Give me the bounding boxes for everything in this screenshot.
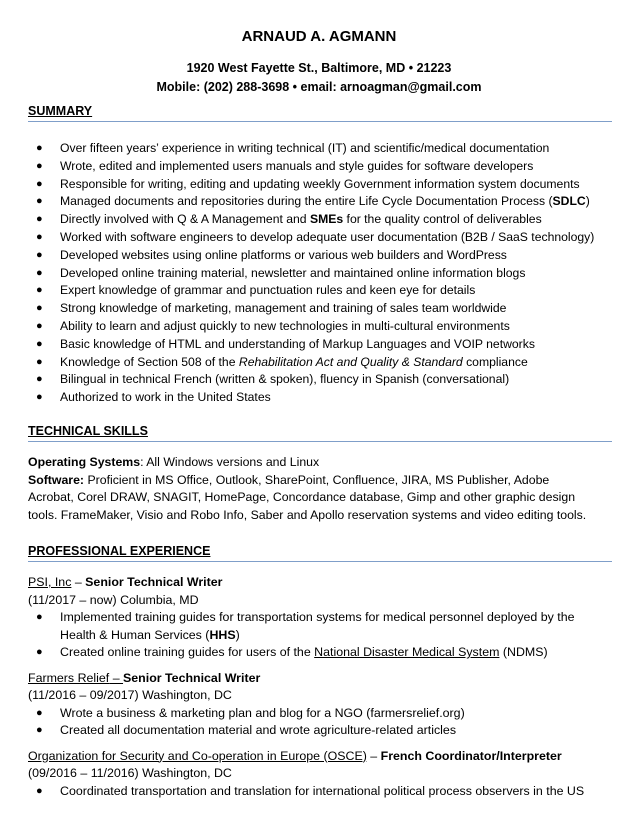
summary-text: Wrote, edited and implemented users manuals and style guides for software developers (60, 158, 534, 173)
summary-text: for the quality control of deliverables (343, 212, 542, 227)
bullet-text: (NDMS) (499, 645, 548, 659)
job-osce (28, 748, 612, 801)
summary-item (28, 140, 612, 158)
summary-item (28, 371, 612, 389)
job-title-line (28, 670, 612, 688)
bullet-icon: ● (36, 355, 43, 368)
bullet-icon: ● (36, 195, 43, 208)
bullet-icon: ● (36, 373, 43, 386)
technical-skills-section (28, 424, 612, 524)
bullet-icon: ● (36, 337, 43, 350)
summary-text: Responsible for writing, editing and updating weekly Government information system documents (60, 176, 580, 191)
job-sep: – (71, 575, 86, 589)
job-bullets (28, 783, 612, 801)
bullet-icon: ● (36, 784, 43, 797)
summary-item (28, 211, 612, 229)
summary-list (28, 140, 612, 407)
summary-text: Directly involved with Q & A Management and (60, 212, 310, 227)
summary-text: ) (585, 194, 590, 209)
bullet-text: Coordinated transportation and translation for international political process observers in the US (60, 783, 585, 798)
job-org: Farmers Relief (28, 670, 110, 685)
bullet-icon: ● (36, 284, 43, 297)
ndms-link: National Disaster Medical System (314, 645, 500, 659)
summary-item (28, 354, 612, 372)
summary-text: Developed websites using online platforms or various web builders and WordPress (60, 247, 507, 262)
job-sep: – (366, 748, 381, 763)
summary-emphasis: SDLC (552, 194, 586, 209)
job-role: Senior Technical Writer (123, 670, 261, 685)
summary-item (28, 265, 612, 283)
software-label: Software: (28, 472, 85, 487)
summary-emphasis: SMEs (309, 212, 344, 227)
bullet-icon: ● (36, 391, 43, 404)
job-dates: (09/2016 – 11/2016) Washington, DC (28, 766, 232, 780)
job-title-line (28, 748, 612, 766)
experience-section (28, 544, 612, 800)
job-org: Organization for Security and Co-operation in Europe (OSCE) (28, 748, 367, 763)
summary-item (28, 176, 612, 194)
summary-section (28, 104, 612, 407)
summary-item (28, 336, 612, 354)
os-value: : All Windows versions and Linux (140, 455, 320, 469)
bullet-icon: ● (36, 230, 43, 243)
job-org: PSI, Inc (28, 575, 72, 589)
bullet-icon: ● (36, 319, 43, 332)
job-role: Senior Technical Writer (85, 575, 223, 589)
summary-text: Managed documents and repositories during the entire Life Cycle Documentation Process ( (60, 194, 553, 209)
os-label: Operating Systems (28, 455, 141, 469)
candidate-name: ARNAUD A. AGMANN (241, 28, 397, 45)
summary-text: Basic knowledge of HTML and understanding of Markup Languages and VOIP networks (60, 336, 535, 351)
summary-text: Knowledge of Section 508 of the (60, 354, 239, 369)
bullet-icon: ● (36, 302, 43, 315)
list-item (28, 644, 612, 662)
list-item (28, 783, 612, 801)
software-value-1: Proficient in MS Office, Outlook, SharePoint, Confluence, JIRA, MS Publisher, Adobe (84, 472, 550, 487)
bullet-text: Health & Human Services ( (60, 627, 210, 642)
bullet-icon: ● (36, 706, 43, 719)
summary-text: Strong knowledge of marketing, management and training of sales team worldwide (60, 301, 507, 316)
summary-item (28, 318, 612, 336)
list-item (28, 722, 612, 740)
summary-text: Developed online training material, newsletter and maintained online information blogs (60, 265, 526, 280)
os-line (28, 454, 612, 472)
summary-heading: SUMMARY (28, 104, 612, 122)
job-psi (28, 574, 612, 662)
technical-skills-heading: TECHNICAL SKILLS (28, 424, 612, 442)
job-farmers-relief (28, 670, 612, 740)
summary-text: Authorized to work in the United States (60, 390, 271, 405)
list-item (28, 705, 612, 723)
summary-item (28, 247, 612, 265)
software-line (28, 472, 612, 490)
bullet-text: Created all documentation material and wrote agriculture-related articles (60, 723, 457, 737)
list-item (28, 609, 612, 644)
experience-heading: PROFESSIONAL EXPERIENCE (28, 544, 612, 562)
job-bullets (28, 705, 612, 740)
bullet-icon: ● (36, 177, 43, 190)
software-value-3: tools. FrameMaker, Visio and Robo Info, Saber and Apollo reservation systems and video editing tools. (28, 507, 587, 522)
bullet-text: ) (235, 627, 240, 642)
bullet-icon: ● (36, 611, 43, 623)
summary-item (28, 193, 612, 211)
bullet-icon: ● (36, 646, 43, 658)
summary-item (28, 229, 612, 247)
summary-text: Ability to learn and adjust quickly to new technologies in multi-cultural environments (60, 318, 510, 333)
bullet-icon: ● (36, 213, 43, 226)
summary-emphasis: Rehabilitation Act and Quality & Standard (238, 354, 463, 369)
summary-item (28, 282, 612, 300)
summary-item (28, 300, 612, 318)
job-bullets (28, 609, 612, 662)
bullet-bold: HHS (209, 627, 236, 642)
bullet-text: Wrote a business & marketing plan and blog for a NGO (farmersrelief.org) (60, 705, 465, 720)
address-line: 1920 West Fayette St., Baltimore, MD • 21223 (186, 61, 452, 75)
contact-line: Mobile: (202) 288-3698 • email: arnoagman@gmail.com (156, 80, 482, 94)
summary-text: Bilingual in technical French (written & spoken), fluency in Spanish (conversational) (60, 372, 510, 387)
summary-text: compliance (462, 354, 528, 369)
summary-text: Over fifteen years’ experience in writing technical (IT) and scientific/medical documentation (60, 141, 550, 155)
bullet-icon: ● (36, 248, 43, 261)
skills-block (28, 454, 612, 524)
bullet-icon: ● (36, 724, 43, 736)
summary-item (28, 389, 612, 407)
bullet-icon: ● (36, 142, 43, 154)
job-dates: (11/2016 – 09/2017) Washington, DC (28, 688, 232, 702)
software-value-2: Acrobat, Corel DRAW, SNAGIT, HomePage, Concordance database, Gimp and other graphic design (28, 490, 576, 504)
summary-text: Worked with software engineers to develop adequate user documentation (B2B / SaaS technology) (60, 229, 595, 244)
summary-item (28, 158, 612, 176)
job-title-line (28, 574, 612, 592)
bullet-text: Created online training guides for users of the (60, 645, 315, 659)
bullet-icon: ● (36, 266, 43, 279)
bullet-text: Implemented training guides for transportation systems for medical personnel deployed by the (60, 610, 575, 624)
job-sep: – (109, 670, 124, 685)
job-dates: (11/2017 – now) Columbia, MD (28, 592, 199, 607)
summary-text: Expert knowledge of grammar and punctuation rules and keen eye for details (60, 283, 476, 298)
job-role: French Coordinator/Interpreter (380, 748, 562, 763)
bullet-icon: ● (36, 159, 43, 172)
